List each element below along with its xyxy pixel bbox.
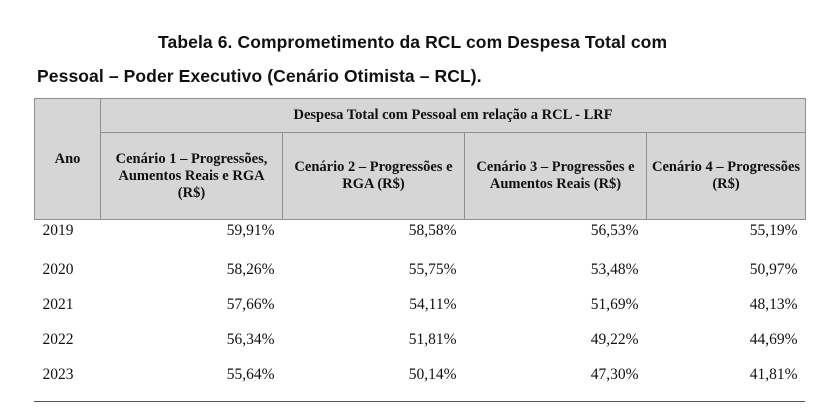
table-row [35, 252, 806, 287]
table-row [35, 220, 806, 253]
value-cell-cenario-3: 53,48% [590, 260, 639, 278]
value-cell-cenario-1: 58,26% [226, 260, 275, 278]
table-header-row-scenarios [35, 133, 806, 220]
value-cell-cenario-2: 51,81% [408, 330, 457, 348]
value-cell-cenario-2: 54,11% [409, 295, 457, 313]
value-cell-cenario-4: 50,97% [749, 260, 798, 278]
value-cell-cenario-4: 48,13% [749, 295, 798, 313]
personnel-expense-table [34, 98, 806, 392]
value-cell-cenario-1: 57,66% [226, 295, 275, 313]
value-cell-cenario-4: 44,69% [749, 330, 798, 348]
value-cell-cenario-1: 59,91% [226, 222, 275, 239]
group-header-despesa-total: Despesa Total com Pessoal em relação a RCL - LRF [101, 99, 806, 133]
value-cell-cenario-1: 56,34% [226, 330, 275, 348]
value-cell-cenario-4: 41,81% [749, 365, 798, 383]
column-header-cenario-4: Cenário 4 – Progressões (R$) [647, 133, 806, 220]
column-header-ano: Ano [35, 99, 101, 220]
value-cell-cenario-1: 55,64% [226, 365, 275, 383]
table-caption-line-1: Tabela 6. Comprometimento da RCL com Despesa Total com [158, 32, 668, 52]
value-cell-cenario-2: 58,58% [408, 222, 457, 239]
table-row [35, 322, 806, 357]
table-row [35, 357, 806, 392]
year-cell: 2022 [42, 330, 74, 348]
value-cell-cenario-3: 56,53% [590, 222, 639, 239]
table-row [35, 287, 806, 322]
column-header-cenario-1: Cenário 1 – Progressões, Aumentos Reais e RGA (R$) [101, 133, 283, 220]
column-header-cenario-2: Cenário 2 – Progressões e RGA (R$) [283, 133, 465, 220]
year-cell: 2023 [42, 365, 74, 383]
table-bottom-rule [34, 401, 805, 402]
value-cell-cenario-4: 55,19% [749, 222, 798, 239]
value-cell-cenario-2: 55,75% [408, 260, 457, 278]
year-cell: 2021 [42, 295, 74, 313]
value-cell-cenario-3: 51,69% [590, 295, 639, 313]
value-cell-cenario-3: 49,22% [590, 330, 639, 348]
table-caption-line-2: Pessoal – Poder Executivo (Cenário Otimista – RCL). [37, 66, 482, 86]
column-header-cenario-3: Cenário 3 – Progressões e Aumentos Reais (R$) [465, 133, 647, 220]
value-cell-cenario-2: 50,14% [408, 365, 457, 383]
value-cell-cenario-3: 47,30% [590, 365, 639, 383]
table-header-row-group [35, 99, 806, 133]
year-cell: 2019 [42, 222, 74, 239]
year-cell: 2020 [42, 260, 74, 278]
